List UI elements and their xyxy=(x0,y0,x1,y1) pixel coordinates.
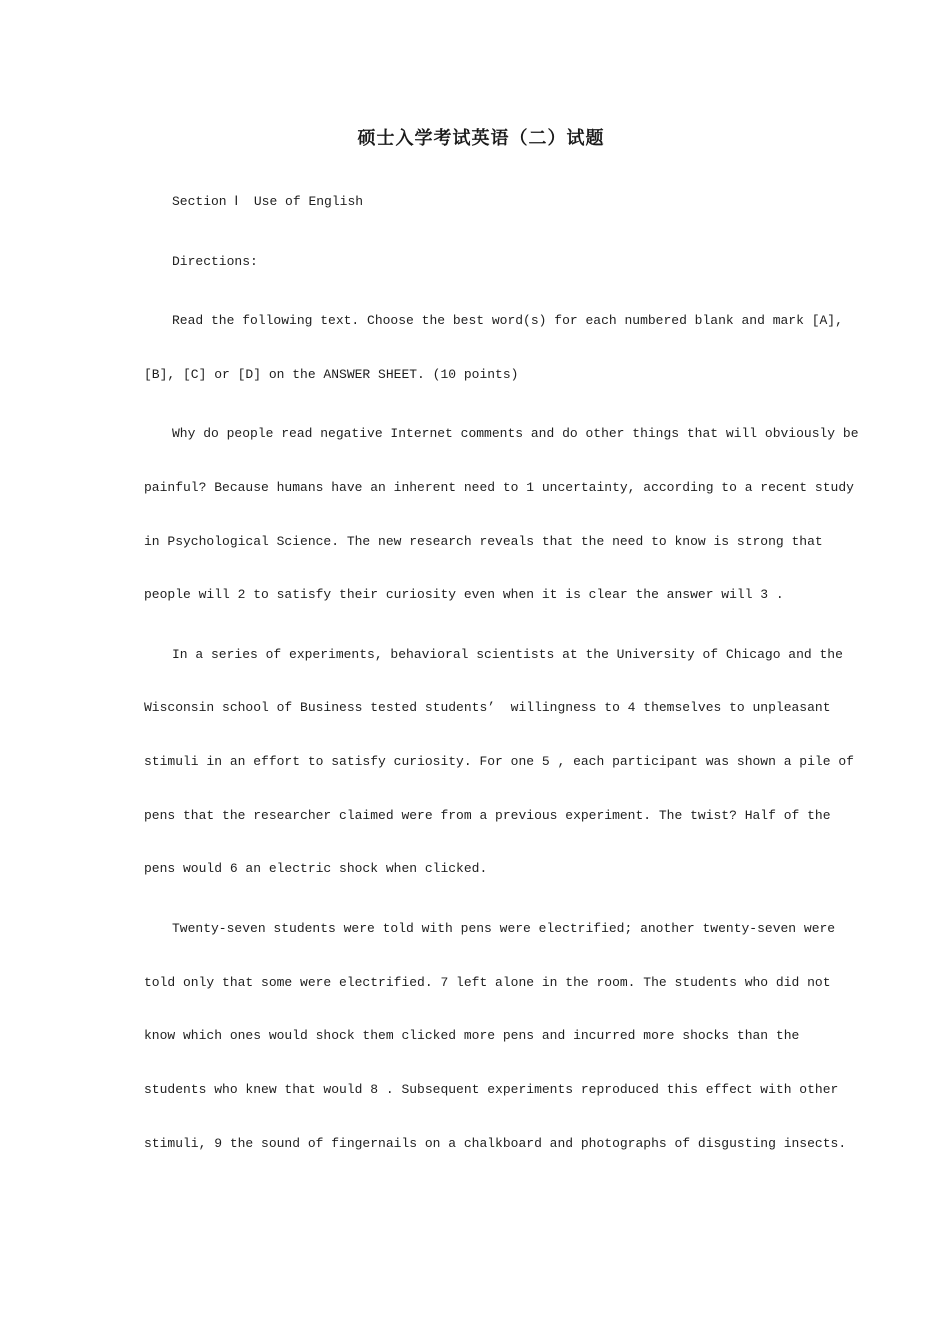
paragraph-line: told only that some were electrified. 7 left alone in the room. The students who did not xyxy=(144,975,831,990)
directions-label: Directions: xyxy=(172,254,258,269)
paragraph-line: pens that the researcher claimed were from a previous experiment. The twist? Half of the xyxy=(144,808,831,823)
paragraph-line: students who knew that would 8 . Subsequent experiments reproduced this effect with other xyxy=(144,1082,839,1097)
paragraph-line: Twenty-seven students were told with pens were electrified; another twenty-seven were xyxy=(172,921,836,936)
paragraph-line: painful? Because humans have an inherent need to 1 uncertainty, according to a recent study xyxy=(144,480,854,495)
paragraph-line: Wisconsin school of Business tested students’ willingness to 4 themselves to unpleasant xyxy=(144,700,831,715)
paragraph-line: stimuli in an effort to satisfy curiosity. For one 5 , each participant was shown a pile of xyxy=(144,754,854,769)
document-title: 硕士入学考试英语（二）试题 xyxy=(357,128,605,149)
paragraph-line: know which ones would shock them clicked more pens and incurred more shocks than the xyxy=(144,1028,800,1043)
directions-line: Read the following text. Choose the best word(s) for each numbered blank and mark [A], xyxy=(172,313,843,328)
paragraph-line: people will 2 to satisfy their curiosity even when it is clear the answer will 3 . xyxy=(144,587,784,602)
paragraph-line: stimuli, 9 the sound of fingernails on a chalkboard and photographs of disgusting insects. xyxy=(144,1136,847,1151)
paragraph-line: in Psychological Science. The new research reveals that the need to know is strong that xyxy=(144,534,823,549)
paragraph-line: In a series of experiments, behavioral scientists at the University of Chicago and the xyxy=(172,647,843,662)
paragraph-line: pens would 6 an electric shock when clicked. xyxy=(144,861,488,876)
section-heading: Section Ⅰ Use of English xyxy=(172,194,364,209)
directions-line: [B], [C] or [D] on the ANSWER SHEET. (10 points) xyxy=(144,367,519,382)
paragraph-line: Why do people read negative Internet comments and do other things that will obviously be xyxy=(172,426,859,441)
